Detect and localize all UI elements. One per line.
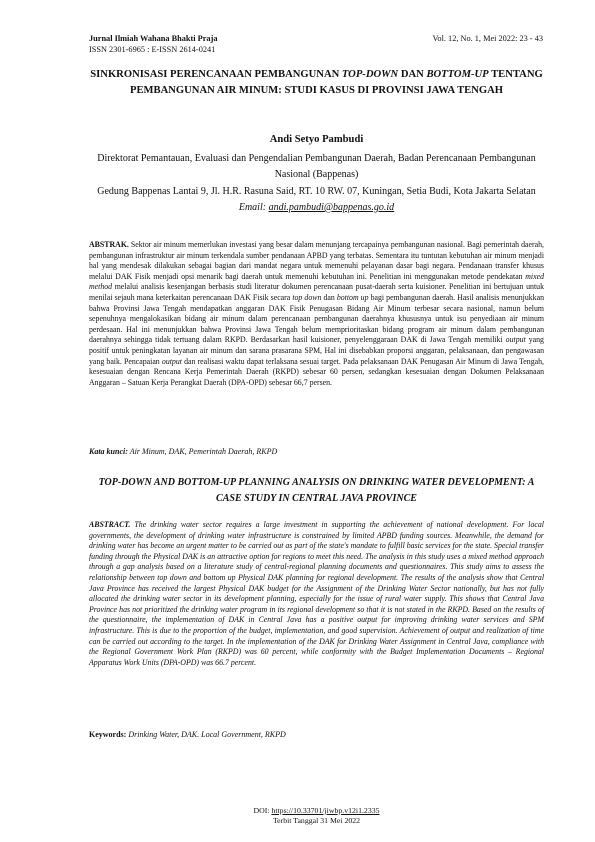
abstrak-italic: bottom up <box>336 292 369 302</box>
abstrak-text: Sektor air minum memerlukan investasi yang besar dalam menunjang tercapainya pembangunan nasional. Bagi pemerintah daerah, pembangunan infrastruktur air minum terkendala sumber pendanaan APBD yang terbatas. Sementara itu tuntutan kebutuhan air minum menjadi hal yang mendesak dilakukan sebagai bagian dari mandat negara untuk memenuhi pelayanan dasar bagi negara. Pendanaan transfer khusus melalui DAK Fisik menjadi opsi menarik bagi daerah untuk memenuhi kebutuhan ini. Penelitian ini menggunakan metode pendekatan <box>89 240 544 281</box>
kata-kunci-label: Kata kunci: <box>89 447 128 456</box>
paper-title <box>89 67 544 99</box>
title-italic-top-down: TOP-DOWN <box>341 69 399 80</box>
affiliation-institution: Direktorat Pemantauan, Evaluasi dan Pengendalian Pembangunan Daerah, Badan Perencanaan Pembangunan Nasional (Bappenas) <box>97 153 536 181</box>
abstrak-italic: output <box>505 335 526 345</box>
journal-name: Jurnal Ilmiah Wahana Bhakti Praja <box>89 34 218 43</box>
abstrak-text: bagi pembangunan daerah. Hasil analisis menunjukkan bahwa Provinsi Jawa Tengah mendapatkan anggaran DAK Fisik Penugasan Bidang Air Minum terbesar secara nasional, namun belum sepenuhnya mengalokasikan bidang air minum dalam perencanaan pembangunan daerahnya khususnya untuk isu penyediaan air minum perdesaan. Hal ini menunjukkan bahwa Provinsi Jawa Tengah belum memprioritaskan bidang program air minum dalam pembangunan daerahnya sehingga tidak tertuang dalam RKPD. Berdasarkan hasil kuisioner, penyelenggaraan DAK di Jawa Tengah memiliki <box>89 292 545 345</box>
journal-header <box>89 33 217 55</box>
email-label: Email: <box>238 201 269 213</box>
journal-volume: Vol. 12, No. 1, Mei 2022: 23 - 43 <box>432 34 543 43</box>
abstrak-text: melalui analisis kesenjangan berbasis studi literatur dokumen perencanaan pusat-daerah serta kuisioner. Penelitian ini bertujuan untuk menilai sejauh mana keterkaitan perencanaan DAK Fisik secara <box>89 282 544 302</box>
abstract-indonesian <box>89 240 544 388</box>
abstrak-text: dan <box>321 292 337 302</box>
publication-date: Terbit Tanggal 31 Mei 2022 <box>272 816 361 825</box>
abstract-text: The drinking water sector requires a large investment in supporting the achievement of national development. For local governments, the development of drinking water infrastructure is constrained by limited APBD funding sources. Meanwhile, the demand for drinking water has become an urgent matter to be carried out as part of the state's mandate to fulfill basic services for the state. Special transfer funding through the Physical DAK is an attractive option for regions to meet this need. The analysis in this study uses a mixed method approach through a gap analysis based on a literature study of central-regional planning documents and questionnaires. This study aims to assess the relationship between top down and bottom up Physical DAK planning for regional development. The results of the analysis show that Central Java Province has received the largest Physical DAK budget for the Assignment of the Drinking Water Sector nationally, but has not fully allocated the drinking water sector in its development planning, especially for the issue of rural water supply. This shows that Central Java Province has not prioritized the drinking water program in its regional development so that it is not stated in the RKPD. Based on the results of the questionnaire, the implementation of DAK in Central Java has a positive output for improving drinking water services and SPM infrastructure. This is due to the proportion of the budget, implementation, and good supervision. Achievement of output and realization of time can be carried out according to the target. In the implementation of the DAK for Drinking Water Assignment in Central Java, compliance with the Regional Government Work Plan (RKPD) was 60 percent, while conformity with the Budget Implementation Documents – Regional Apparatus Work Units (DPA-OPD) was 66.7 percent. <box>89 520 544 667</box>
abstract-label: ABSTRACT. <box>89 520 131 529</box>
author-name: Andi Setyo Pambudi <box>269 134 364 145</box>
keywords-label: Keywords: <box>89 730 127 739</box>
page-footer <box>89 806 544 826</box>
keywords-english <box>89 729 544 740</box>
abstract-english <box>89 520 544 668</box>
author-affiliation <box>89 151 544 216</box>
doi-link[interactable]: https://10.33701/jiwbp.v12i1.2335 <box>271 806 380 815</box>
title-part-3: TENTANG PEMBANGUNAN AIR MINUM: STUDI KASUS DI PROVINSI JAWA TENGAH <box>130 69 543 96</box>
doi-label: DOI: <box>253 806 272 815</box>
abstrak-italic: top down <box>292 292 322 302</box>
abstrak-italic: mixed method <box>89 271 544 292</box>
kata-kunci-text: Air Minum, DAK, Pemerintah Daerah, RKPD <box>127 447 278 456</box>
english-title: TOP-DOWN AND BOTTOM-UP PLANNING ANALYSIS ON DRINKING WATER DEVELOPMENT: A CASE STUDY IN CENTRAL JAVA PROVINCE <box>98 477 535 504</box>
title-part-1: SINKRONISASI PERENCANAAN PEMBANGUNAN <box>90 69 342 80</box>
email-link[interactable]: andi.pambudi@bappenas.go.id <box>268 201 395 213</box>
keywords-indonesian <box>89 446 544 457</box>
abstrak-text: dan realisasi waktu dapat terlaksana sesuai target. Pada pelaksanaan DAK Penugasan Air Minum di Jawa Tengah, kesesuaian dengan Rencana Kerja Pemerintah Daerah (RKPD) sebesar 60 persen, sedangkan kesesuaian dengan Dokumen Pelaksanaan Anggaran – Satuan Kerja Perangkat Daerah (DPA-OPD) sebesar 66,7 persen. <box>89 356 544 387</box>
abstrak-italic: output <box>161 356 182 366</box>
abstrak-text: yang positif untuk peningkatan layanan air minum dan sarana prasarana SPM, Hal ini disebabkan proporsi anggaran, pelaksanaan, dan pengawasan yang baik. Pencapaian <box>89 335 544 366</box>
author-email <box>89 200 544 216</box>
doi-line <box>89 806 544 816</box>
title-italic-bottom-up: BOTTOM-UP <box>426 69 489 80</box>
affiliation-address: Gedung Bappenas Lantai 9, Jl. H.R. Rasuna Said, RT. 10 RW. 07, Kuningan, Setia Budi, Kota Jakarta Selatan <box>97 185 536 197</box>
keywords-text: Drinking Water, DAK. Local Government, RKPD <box>126 730 286 739</box>
journal-issn: ISSN 2301-6965 : E-ISSN 2614-0241 <box>89 45 216 54</box>
title-part-2: DAN <box>398 69 427 80</box>
abstrak-label: ABSTRAK. <box>89 240 129 249</box>
